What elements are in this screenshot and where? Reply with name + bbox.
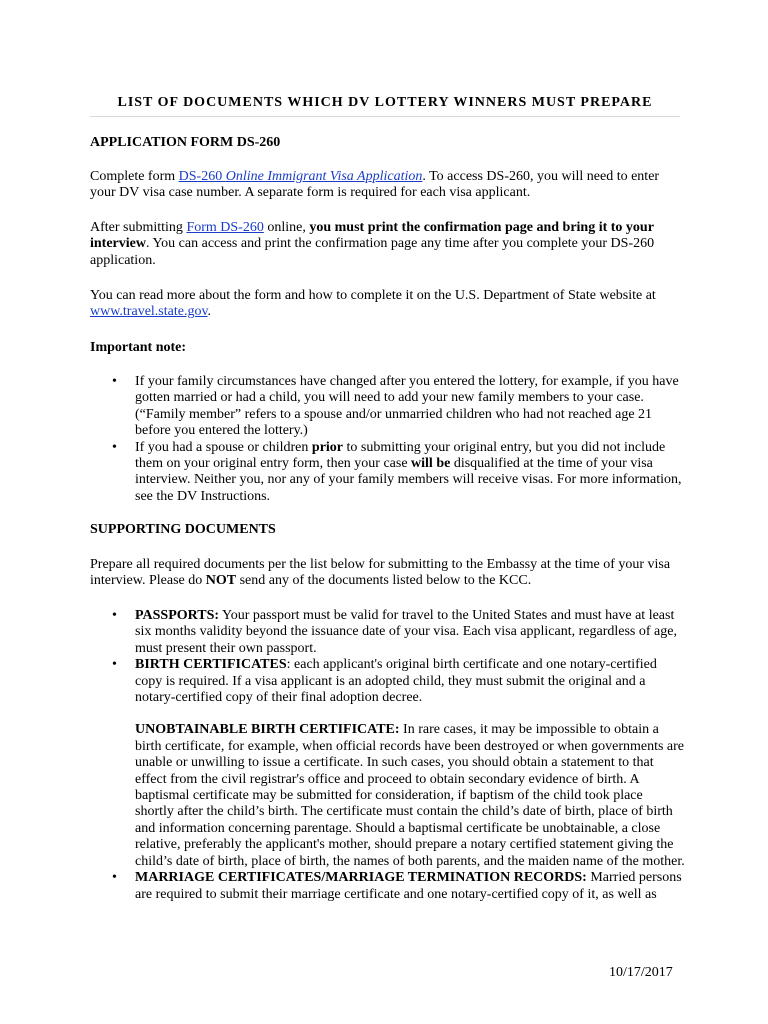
list-item: • BIRTH CERTIFICATES: each applicant's original birth certificate and one notary-certified copy is required. If a visa applicant is an adopted child, they must submit the original and a notary-certified copy of their final adoption decree. UNOBTAINABLE BIRTH CERTIFICATE: In rare cases, it may be impossible to obtain a birth certificate, for example, when official records have been destroyed or when governments are unable or unwilling to issue a certificate. In such cases, you should obtain a statement to that effect from the civil registrar's office and proceed to obtain secondary evidence of birth. A baptismal certificate may be submitted for consideration, if baptism of the child took place shortly after the child’s birth. The certificate must contain the child’s date of birth, place of birth and information concerning parentage. Should a baptismal certificate be unobtainable, a close relative, preferably the applicant's mother, should prepare a notary certified statement giving the child’s date of birth, place of birth, the names of both parents, and the maiden name of the mother.	[112, 657, 685, 869]
bullet-icon: •	[112, 608, 117, 623]
bullet-icon: •	[112, 657, 117, 673]
list-item: • If you had a spouse or children prior to submitting your original entry, but you did not include them on your original entry form, then your case will be disqualified at the time of your visa interview. Neither you, nor any of your family members will receive visas. For more information, see the DV Instructions.	[112, 439, 682, 504]
list-item: • If your family circumstances have changed after you entered the lottery, for example, if you have gotten married or had a child, you will need to add your new family members to your case. (“Family member” refers to a spouse and/or unmarried children who had not reached age 21 before you entered the lottery.)	[112, 374, 679, 439]
paragraph-read-more: You can read more about the form and how to complete it on the U.S. Department of State website at www.travel.state.gov.	[90, 288, 656, 320]
footer-date: 10/17/2017	[609, 965, 673, 980]
bullet-icon: •	[112, 870, 117, 886]
ds260-link[interactable]: DS-260 Online Immigrant Visa Application	[178, 169, 423, 184]
paragraph-prepare-documents: Prepare all required documents per the list below for submitting to the Embassy at the time of your visa interview. Please do NOT send any of the documents listed below to the KCC.	[90, 557, 671, 589]
travel-state-gov-link[interactable]: www.travel.state.gov	[90, 304, 208, 320]
important-note-heading: Important note:	[90, 340, 187, 355]
list-item: • MARRIAGE CERTIFICATES/MARRIAGE TERMINATION RECORDS: Married persons are required to submit their marriage certificate and one notary-certified copy of it, as well as	[112, 870, 682, 902]
bullet-icon: •	[112, 374, 117, 389]
bullet-icon: •	[112, 439, 117, 455]
section-heading-supporting: SUPPORTING DOCUMENTS	[90, 522, 276, 537]
page-title: LIST OF DOCUMENTS WHICH DV LOTTERY WINNERS MUST PREPARE	[117, 95, 653, 110]
list-item: • PASSPORTS: Your passport must be valid for travel to the United States and must have at least six months validity beyond the issuance date of your visa. Each visa applicant, regardless of age, must present their own passport.	[112, 608, 677, 656]
supporting-documents-list	[90, 608, 685, 903]
title-divider	[90, 116, 680, 117]
important-note-list	[90, 374, 685, 505]
form-ds260-link[interactable]: Form DS-260	[186, 220, 264, 235]
section-heading-application: APPLICATION FORM DS-260	[90, 135, 281, 150]
paragraph-after-submitting: After submitting Form DS-260 online, you must print the confirmation page and bring it to your interview. You can access and print the confirmation page any time after you complete your DS-260 application.	[90, 220, 655, 268]
paragraph-complete-form: Complete form DS-260 Online Immigrant Visa Application. To access DS-260, you will need to enter your DV visa case number. A separate form is required for each visa applicant.	[90, 169, 660, 201]
unobtainable-birth-certificate-paragraph: UNOBTAINABLE BIRTH CERTIFICATE: In rare cases, it may be impossible to obtain a birth certificate, for example, when official records have been destroyed or when governments are unable or unwilling to issue a certificate. In such cases, you should obtain a statement to that effect from the civil registrar's office and proceed to obtain secondary evidence of birth. A baptismal certificate may be submitted for consideration, if baptism of the child took place shortly after the child’s birth. The certificate must contain the child’s date of birth, place of birth and information concerning parentage. Should a baptismal certificate be unobtainable, a close relative, preferably the applicant's mother, should prepare a notary certified statement giving the child’s date of birth, place of birth, the names of both parents, and the maiden name of the mother.	[135, 722, 685, 869]
